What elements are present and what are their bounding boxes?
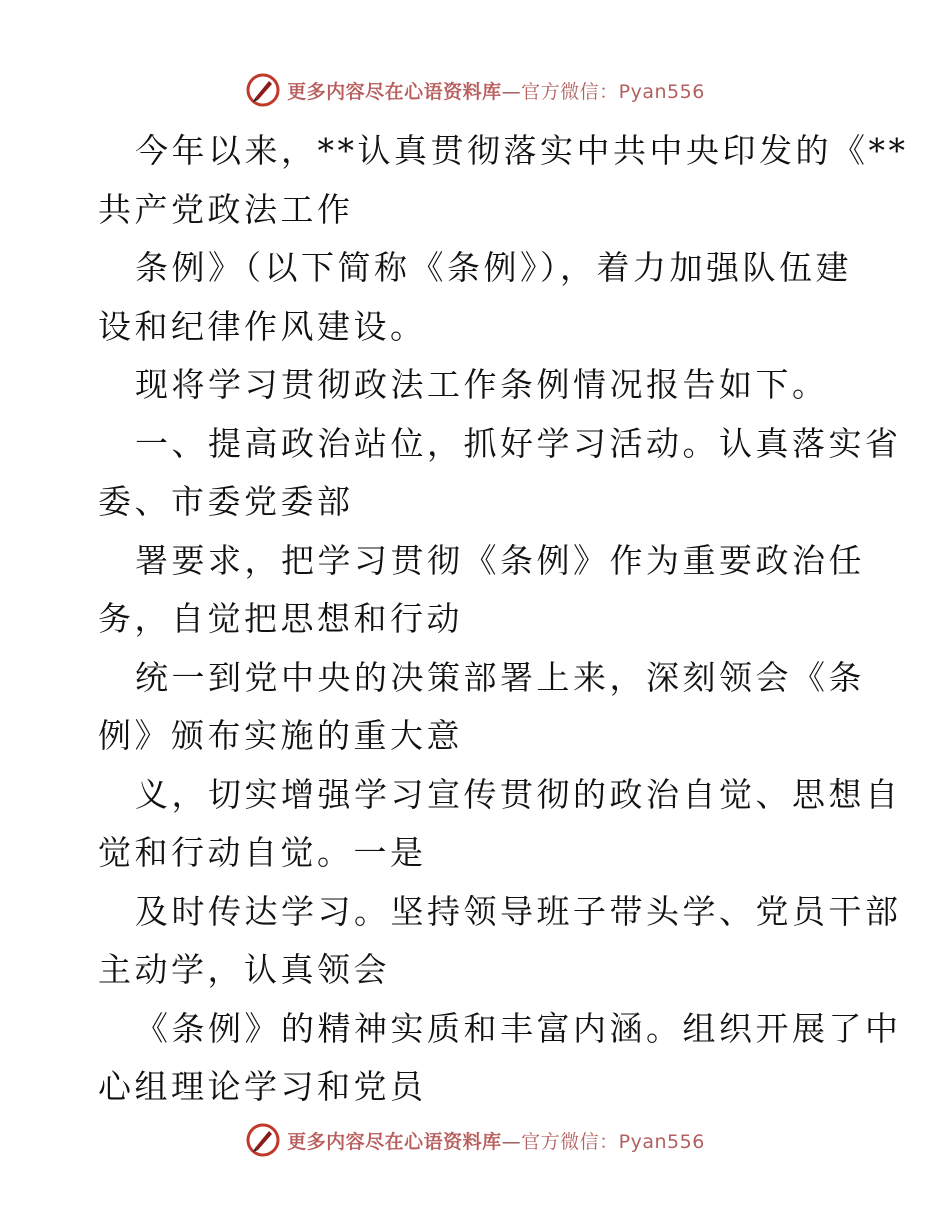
document-body	[98, 122, 909, 1117]
header-watermark-banner	[0, 72, 950, 108]
footer-watermark-banner	[0, 1122, 950, 1158]
text-line: 统一到党中央的决策部署上来，深刻领会《条	[135, 657, 865, 697]
text-line: 义，切实增强学习宣传贯彻的政治自觉、思想自	[135, 774, 902, 814]
quill-logo-icon	[245, 1122, 281, 1158]
text-line: 今年以来，**认真贯彻落实中共中央印发的《**	[135, 131, 909, 170]
text-line: 觉和行动自觉。一是	[98, 833, 427, 872]
text-line: 条例》（以下简称《条例》），着力加强队伍建	[135, 248, 852, 287]
text-line: 共产党政法工作	[98, 189, 354, 229]
text-line: 主动学，认真领会	[98, 950, 390, 989]
text-line: 署要求，把学习贯彻《条例》作为重要政治任	[135, 540, 865, 580]
banner-text: 更多内容尽在心语资料库—官方微信：Pyan556	[287, 80, 705, 103]
quill-logo-icon	[245, 72, 281, 108]
text-line: 务，自觉把思想和行动	[98, 599, 463, 638]
text-line: 《条例》的精神实质和丰富内涵。组织开展了中	[135, 1008, 902, 1048]
text-line: 心组理论学习和党员	[98, 1067, 427, 1106]
banner-text: 更多内容尽在心语资料库—官方微信：Pyan556	[287, 1130, 705, 1153]
text-line: 一、提高政治站位，抓好学习活动。认真落实省	[135, 423, 902, 463]
text-line: 例》颁布实施的重大意	[98, 716, 463, 755]
text-line: 及时传达学习。坚持领导班子带头学、党员干部	[135, 891, 902, 931]
text-line: 委、市委党委部	[98, 482, 354, 521]
text-line: 现将学习贯彻政法工作条例情况报告如下。	[135, 365, 829, 404]
text-line: 设和纪律作风建设。	[98, 306, 427, 346]
